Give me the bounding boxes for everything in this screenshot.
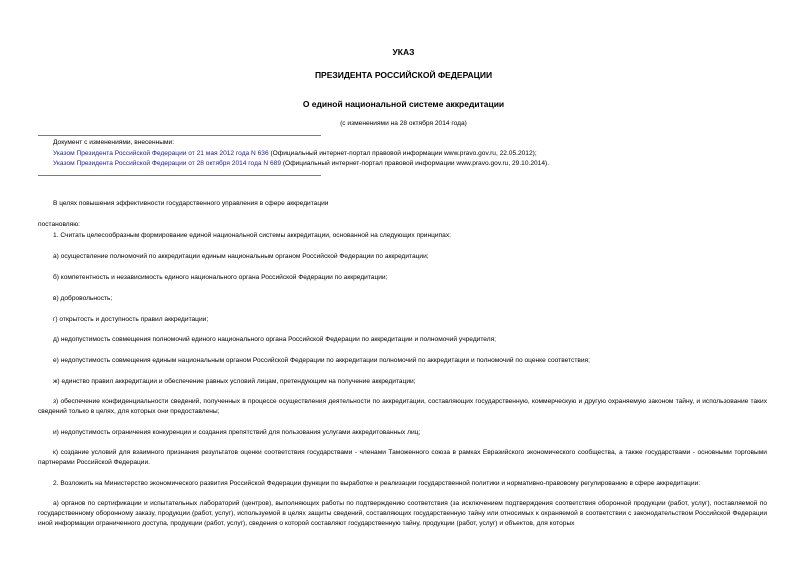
divider-top — [38, 135, 321, 136]
changes-intro: Документ с изменениями, внесенными: — [53, 139, 175, 146]
change-link-1[interactable]: Указом Президента Российской Федерации от 21 мая 2012 года N 636 — [53, 150, 269, 157]
paragraph-1f: е) недопустимость совмещения единым национальным органом Российской Федерации по аккредитации полномочий по аккредитации и полномочий по оценке соответствия; — [53, 357, 590, 364]
paragraph-1: 1. Считать целесообразным формирование единой национальной системы аккредитации, основанной на следующих принципах: — [53, 232, 451, 239]
doc-type-heading: УКАЗ — [392, 47, 415, 57]
change-item-2 — [53, 160, 549, 168]
divider-bottom — [38, 175, 321, 176]
change-item-1-source: (Официальный интернет-портал правовой информации www.pravo.gov.ru, 22.05.2012); — [268, 150, 537, 157]
paragraph-1e: д) недопустимость совмещения полномочий единого национального органа Российской Федерации по аккредитации и полномочий учредителя; — [53, 336, 496, 343]
paragraph-2: 2. Возложить на Министерство экономического развития Российской Федерации функции по выработке и реализации государственной политики и нормативно-правовому регулированию в сфере аккредитации: — [53, 480, 701, 487]
document-title: О единой национальной системе аккредитации — [302, 99, 505, 109]
change-link-2[interactable]: Указом Президента Российской Федерации от 28 октября 2014 года N 689 — [53, 160, 282, 167]
paragraph-1a: а) осуществление полномочий по аккредитации единым национальным органом Российской Федерации по аккредитации; — [53, 253, 429, 260]
change-item-2-source: (Официальный интернет-портал правовой информации www.pravo.gov.ru, 29.10.2014). — [281, 160, 550, 167]
paragraph-1d: г) открытость и доступность правил аккредитации; — [53, 316, 209, 323]
paragraph-2a: а) органов по сертификации и испытательных лабораторий (центров), выполняющих работы по подтверждению соответствия (за исключением подтверждения соответствия оборонной продукции (работ, услуг), поставляемой по государственному оборонному заказу, продукции (работ, услуг), используемой в целях защиты сведений, составляющих государственную тайну или относимых к охраняемой в соответствии с законодательством Российской Федерации иной информации ограниченного доступа, продукции (работ, услуг), сведения о которой составляют государственную тайну, продукции (работ, услуг) и объектов, для которых — [38, 500, 767, 527]
paragraph-1i: и) недопустимость ограничения конкуренции и создания препятствий для пользования услугами аккредитованных лиц; — [53, 429, 421, 436]
paragraph-1b: б) компетентность и независимость единого национального органа Российской Федерации по аккредитации; — [53, 274, 388, 281]
paragraph-1k: к) создание условий для взаимного признания результатов оценки соответствия государствами - членами Таможенного союза в рамках Евразийского экономического сообщества, а также государствами - основными торговыми партнерами Российской Федерации. — [38, 449, 767, 466]
change-item-1 — [53, 150, 537, 158]
paragraph-1c: в) добровольность; — [53, 295, 113, 302]
amendment-note: (с изменениями на 28 октября 2014 года) — [340, 120, 467, 127]
paragraph-1g: ж) единство правил аккредитации и обеспечение равных условий лицам, претендующим на получение аккредитации; — [53, 378, 416, 385]
paragraph-1h: з) обеспечение конфиденциальности сведений, полученных в процессе осуществления деятельности по аккредитации, составляющих государственную, коммерческую и другую охраняемую законом тайну, и использование таких сведений только в целях, для которых они предоставлены; — [38, 398, 767, 415]
issuer-heading: ПРЕЗИДЕНТА РОССИЙСКОЙ ФЕДЕРАЦИИ — [314, 70, 493, 80]
paragraph-decree: постановляю: — [38, 221, 81, 228]
paragraph-intro: В целях повышения эффективности государственного управления в сфере аккредитации — [53, 200, 329, 207]
